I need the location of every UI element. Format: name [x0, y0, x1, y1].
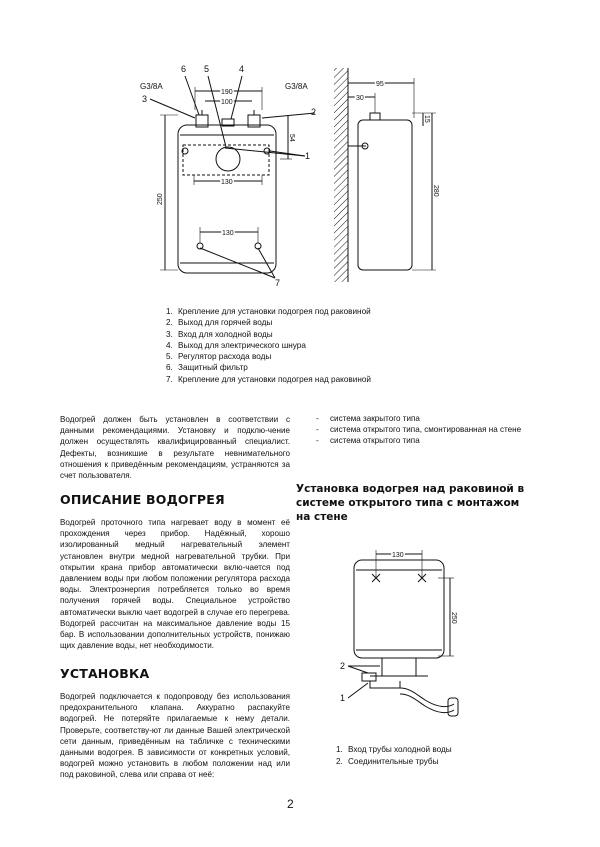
page-number: 2	[287, 797, 294, 811]
dim-130-wall: 130	[392, 552, 404, 559]
list-item: 4. Выход для электрического шнура	[166, 340, 306, 350]
wall-mount-diagram	[330, 538, 470, 738]
list-item: - система открытого типа	[316, 435, 420, 445]
label-4: 4	[239, 64, 245, 74]
dim-15: 15	[423, 115, 430, 123]
label-g-left: G3/8A	[140, 82, 163, 91]
dim-190: 190	[221, 89, 233, 96]
label-5: 5	[204, 64, 210, 74]
installation-heading: УСТАНОВКА	[60, 666, 150, 681]
list-item: 7. Крепление для установки подогрея над раковиной	[166, 374, 371, 384]
dim-95: 95	[376, 81, 384, 88]
list-item: - система закрытого типа	[316, 414, 420, 423]
label-g-right: G3/8A	[285, 82, 308, 91]
label-2: 2	[311, 107, 317, 117]
dim-54: 54	[288, 134, 295, 142]
label-2-wall: 2	[340, 661, 346, 671]
wall-mount-heading: Установка водогрея над раковиной в системе открытого типа с монтажом на стене	[296, 483, 525, 523]
list-item: 1. Вход трубы холодной воды	[336, 745, 452, 754]
list-item: 3. Вход для холодной воды	[166, 329, 273, 339]
systems-list	[316, 414, 536, 446]
dim-30: 30	[356, 95, 364, 102]
installation-paragraph: Водогрей подключается к подопроводу без использования предохранительного клапана. Аккуратно распакуйте водогрей. Не потеряйте прилагаемые к нему детали. Проверьте, соответству-ют ли данные Вашей электрической сети данным, приведённым на табличке с техническими данными водогрея. В зависимости от конкретных условий, водогрей можно установить в любом положении над или под раковиной, слева или справа от неё:	[60, 692, 290, 780]
intro-paragraph: Водогрей должен быть установлен в соответствии с данными рекомендациями. Установку и подклю-чение должен осуществлять квалифицированный специалист. Дефекты, возникшие в результате невнимательного отношения к приведённым рекомендациям, устраняются за счет пользователя.	[60, 415, 290, 481]
wall-mount-legend	[336, 744, 452, 767]
description-heading: ОПИСАНИЕ ВОДОГРЕЯ	[60, 492, 225, 507]
parts-legend	[166, 306, 376, 385]
description-paragraph: Водогрей проточного типа нагревает воду в момент её прохождения через прибор. Надёжный, хорошо изолированный медный нагревательный элемент установлен внутри медной нагревательной трубки. При открытии крана прибор автоматически вклю-чается под давлением воды при любом положении регулятора расхода воды. Электроэнергия потребляется только во время получения горячей воды. Специальное устройство автоматически выклю чает водогрей в случае его перегрева. Водогрей рассчитан на максимальное давление воды 15 бар. В использовании дополнительных устройств, понижаю щих давление воды, нет необходимости.	[60, 518, 290, 651]
front-view-diagram	[125, 55, 317, 295]
dim-280: 280	[432, 185, 439, 197]
dim-250-wall: 250	[450, 612, 457, 624]
dim-130-lower: 130	[222, 230, 234, 237]
heater-body-side	[358, 120, 412, 270]
dim-100: 100	[221, 99, 233, 106]
list-item: 6. Защитный фильтр	[166, 363, 248, 373]
label-7: 7	[275, 278, 281, 288]
list-item: 1. Крепление для установки подогрея под раковиной	[166, 307, 371, 316]
heater-body-wall	[354, 560, 444, 658]
list-item: 2. Выход для горячей воды	[166, 318, 273, 328]
label-6: 6	[181, 64, 187, 74]
label-1-wall: 1	[340, 693, 346, 703]
list-item: 2. Соединительные трубы	[336, 756, 439, 766]
wall-hatch	[334, 68, 348, 282]
dim-250: 250	[157, 193, 164, 205]
label-1: 1	[305, 151, 311, 161]
dim-130-upper: 130	[221, 179, 233, 186]
list-item: - система открытого типа, смонтированная на стене	[316, 424, 522, 434]
side-view-diagram	[330, 60, 450, 285]
list-item: 5. Регулятор расхода воды	[166, 352, 272, 362]
flow-regulator	[216, 147, 240, 171]
label-3: 3	[142, 94, 148, 104]
